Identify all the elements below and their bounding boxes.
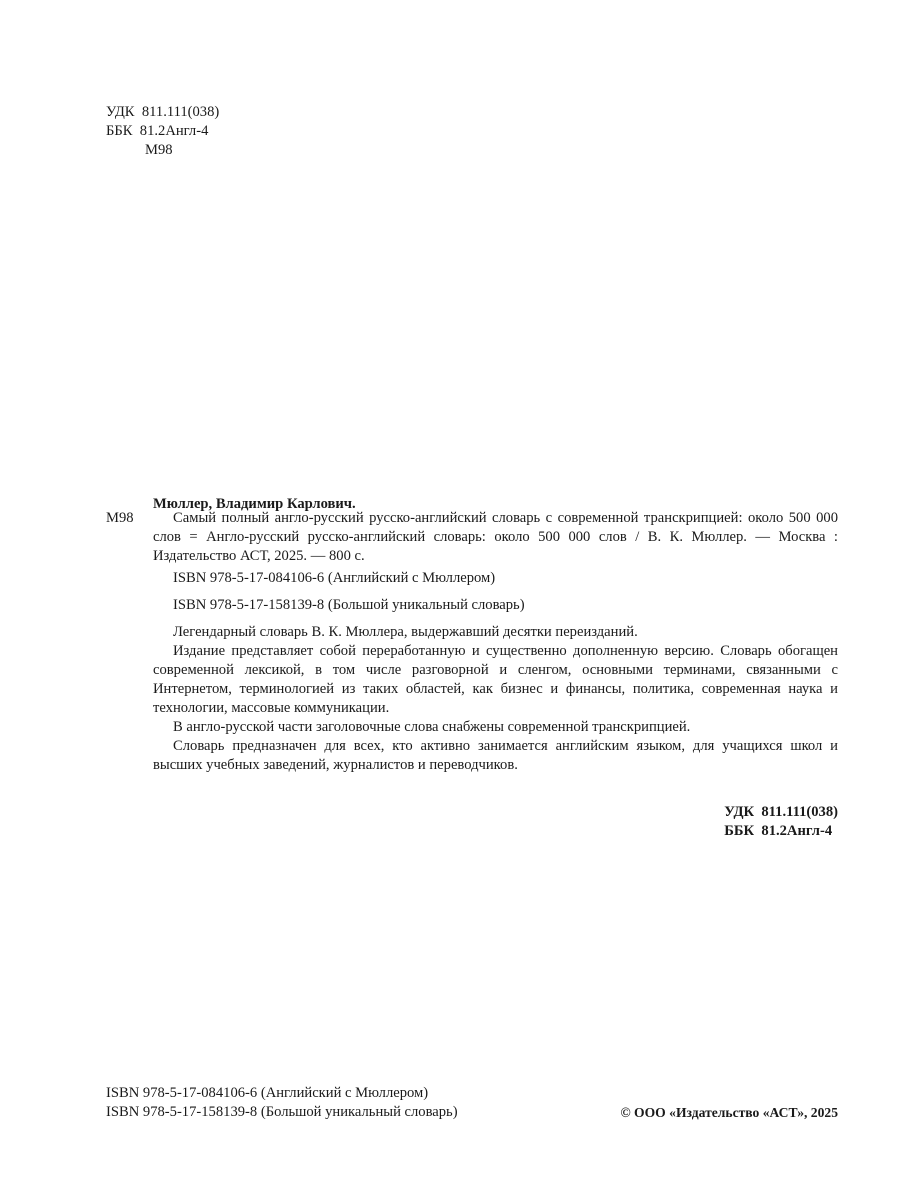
annotation-paragraph: В англо-русской части заголовочные слова снабжены современной транскрипцией. [173, 719, 691, 735]
copyright-notice: © ООО «Издательство «АСТ», 2025 [620, 1105, 838, 1120]
bibliographic-description [153, 509, 838, 566]
author-mark-left: М98 [106, 510, 134, 526]
udk-code: УДК 811.111(038) [106, 104, 220, 120]
annotation-paragraph: Издание представляет собой переработанную и существенно дополненную версию. Словарь обогащен современной лексикой, в том числе разговорной и сленгом, основными терминами, связанными с Интернетом, терминологией из таких областей, как бизнес и финансы, политика, современная наука и технологии, массовые коммуникации. [153, 643, 838, 716]
annotation [153, 623, 838, 775]
author-mark: М98 [145, 142, 173, 158]
footer-isbn-2: ISBN 978-5-17-158139-8 (Большой уникальный словарь) [106, 1104, 458, 1120]
bottom-classification-codes [724, 803, 838, 841]
author-name: Мюллер, Владимир Карлович. [153, 496, 356, 512]
footer-isbn-1: ISBN 978-5-17-084106-6 (Английский с Мюллером) [106, 1085, 429, 1101]
description-text: Самый полный англо-русский русско-английский словарь с современной транскрипцией: около 500 000 слов = Англо-русский русско-английский словарь: около 500 000 слов / В. К. Мюллер. — Москва : Издательство АСТ, 2025. — 800 с. [153, 510, 838, 564]
isbn-line-1: ISBN 978-5-17-084106-6 (Английский с Мюллером) [173, 570, 496, 586]
annotation-paragraph: Легендарный словарь В. К. Мюллера, выдержавший десятки переизданий. [173, 624, 638, 640]
isbn-line-2: ISBN 978-5-17-158139-8 (Большой уникальный словарь) [173, 597, 525, 613]
bbk-code-bottom: ББК 81.2Англ-4 [724, 823, 833, 839]
footer-isbn-block [106, 1084, 458, 1122]
bbk-code: ББК 81.2Англ-4 [106, 123, 209, 139]
annotation-paragraph: Словарь предназначен для всех, кто активно занимается английским языком, для учащихся школ и высших учебных заведений, журналистов и переводчиков. [153, 738, 838, 773]
udk-code-bottom: УДК 811.111(038) [724, 804, 838, 820]
top-classification-codes [106, 103, 219, 141]
